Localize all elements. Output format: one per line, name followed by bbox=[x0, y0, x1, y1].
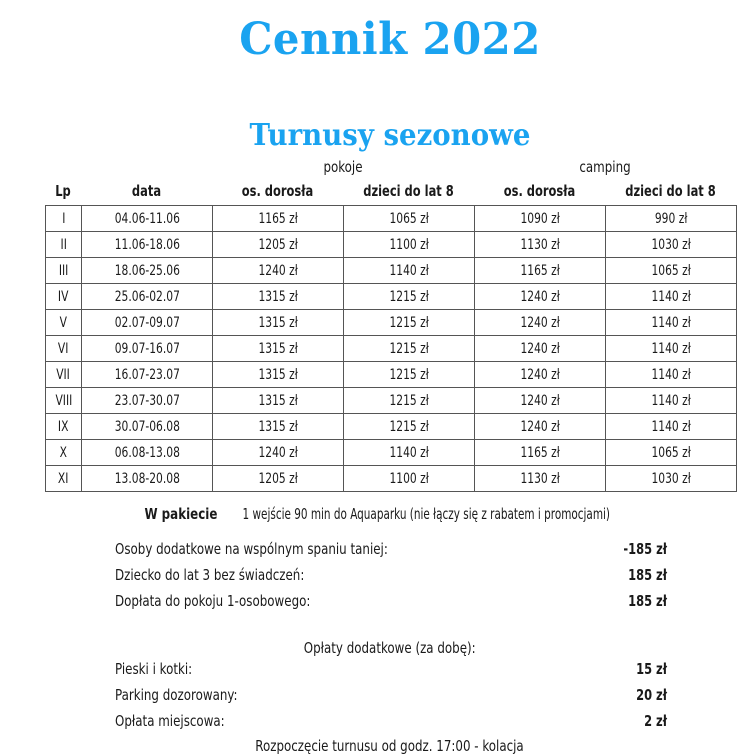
extra-amount: 185 zł bbox=[599, 566, 667, 584]
table-cell: 1165 zł bbox=[213, 206, 344, 232]
table-cell: 1140 zł bbox=[606, 284, 737, 310]
table-cell: 1100 zł bbox=[344, 232, 475, 258]
table-cell: X bbox=[46, 440, 82, 466]
table-cell: 1100 zł bbox=[344, 466, 475, 492]
table-cell: I bbox=[46, 206, 82, 232]
fee-amount: 2 zł bbox=[599, 712, 667, 730]
table-cell: 1240 zł bbox=[475, 362, 606, 388]
table-row bbox=[46, 206, 737, 232]
table-cell: 1240 zł bbox=[475, 284, 606, 310]
table-row bbox=[46, 336, 737, 362]
table-cell: 30.07-06.08 bbox=[82, 414, 213, 440]
col-header-lp: Lp bbox=[48, 182, 79, 200]
table-cell: 1315 zł bbox=[213, 336, 344, 362]
table-cell: 1165 zł bbox=[475, 440, 606, 466]
table-cell: IX bbox=[46, 414, 82, 440]
table-cell: 1090 zł bbox=[475, 206, 606, 232]
table-cell: 11.06-18.06 bbox=[82, 232, 213, 258]
extra-label: Dziecko do lat 3 bez świadczeń: bbox=[115, 566, 330, 584]
table-cell: 1215 zł bbox=[344, 388, 475, 414]
fee-amount: 20 zł bbox=[599, 686, 667, 704]
table-cell: 990 zł bbox=[606, 206, 737, 232]
table-cell: 1140 zł bbox=[606, 336, 737, 362]
table-cell: 1240 zł bbox=[475, 414, 606, 440]
table-cell: 18.06-25.06 bbox=[82, 258, 213, 284]
col-header-date: data bbox=[91, 182, 202, 200]
table-cell: 06.08-13.08 bbox=[82, 440, 213, 466]
table-cell: II bbox=[46, 232, 82, 258]
fee-label: Opłata miejscowa: bbox=[115, 712, 240, 730]
table-cell: 1315 zł bbox=[213, 414, 344, 440]
table-cell: 04.06-11.06 bbox=[82, 206, 213, 232]
table-row bbox=[46, 466, 737, 492]
col-header-camping-child: dzieci do lat 8 bbox=[615, 182, 726, 200]
table-cell: 1240 zł bbox=[213, 258, 344, 284]
table-cell: VI bbox=[46, 336, 82, 362]
page-title: Cennik 2022 bbox=[20, 14, 748, 65]
col-header-camping-adult: os. dorosła bbox=[484, 182, 595, 200]
table-cell: 1215 zł bbox=[344, 310, 475, 336]
col-header-rooms-child: dzieci do lat 8 bbox=[353, 182, 464, 200]
package-label: W pakiecie bbox=[145, 505, 218, 523]
extra-label: Dopłata do pokoju 1-osobowego: bbox=[115, 592, 337, 610]
table-cell: 09.07-16.07 bbox=[82, 336, 213, 362]
table-cell: 1140 zł bbox=[606, 310, 737, 336]
table-cell: 1030 zł bbox=[606, 232, 737, 258]
table-cell: 1215 zł bbox=[344, 362, 475, 388]
package-note bbox=[0, 505, 748, 523]
table-cell: 1205 zł bbox=[213, 466, 344, 492]
group-header-rooms: pokoje bbox=[228, 158, 459, 176]
table-cell: 02.07-09.07 bbox=[82, 310, 213, 336]
table-cell: 1240 zł bbox=[475, 336, 606, 362]
table-cell: 1215 zł bbox=[344, 284, 475, 310]
col-header-rooms-adult: os. dorosła bbox=[222, 182, 333, 200]
table-row bbox=[46, 440, 737, 466]
table-cell: 1065 zł bbox=[606, 440, 737, 466]
section-title: Turnusy sezonowe bbox=[31, 118, 748, 153]
table-cell: 1315 zł bbox=[213, 310, 344, 336]
table-row bbox=[46, 388, 737, 414]
daily-fees-title: Opłaty dodatkowe (za dobę): bbox=[0, 639, 748, 657]
table-cell: VIII bbox=[46, 388, 82, 414]
table-cell: V bbox=[46, 310, 82, 336]
extra-amount: -185 zł bbox=[599, 540, 667, 558]
table-cell: 16.07-23.07 bbox=[82, 362, 213, 388]
table-cell: 1205 zł bbox=[213, 232, 344, 258]
extra-amount: 185 zł bbox=[599, 592, 667, 610]
table-cell: 1315 zł bbox=[213, 284, 344, 310]
table-cell: 1140 zł bbox=[344, 258, 475, 284]
table-cell: 1065 zł bbox=[344, 206, 475, 232]
table-cell: 1065 zł bbox=[606, 258, 737, 284]
table-cell: 1240 zł bbox=[213, 440, 344, 466]
table-cell: 1130 zł bbox=[475, 232, 606, 258]
price-table bbox=[45, 205, 737, 492]
table-cell: 25.06-02.07 bbox=[82, 284, 213, 310]
fee-label: Pieski i kotki: bbox=[115, 660, 203, 678]
fee-amount: 15 zł bbox=[599, 660, 667, 678]
table-cell: 1215 zł bbox=[344, 336, 475, 362]
table-row bbox=[46, 258, 737, 284]
table-cell: 1240 zł bbox=[475, 310, 606, 336]
table-cell: 1315 zł bbox=[213, 388, 344, 414]
table-cell: 1165 zł bbox=[475, 258, 606, 284]
table-cell: 1140 zł bbox=[344, 440, 475, 466]
table-cell: 1140 zł bbox=[606, 388, 737, 414]
table-cell: XI bbox=[46, 466, 82, 492]
table-row bbox=[46, 414, 737, 440]
table-cell: 1215 zł bbox=[344, 414, 475, 440]
table-cell: 13.08-20.08 bbox=[82, 466, 213, 492]
fee-label: Parking dozorowany: bbox=[115, 686, 254, 704]
table-cell: 1240 zł bbox=[475, 388, 606, 414]
table-cell: 1030 zł bbox=[606, 466, 737, 492]
table-cell: VII bbox=[46, 362, 82, 388]
table-cell: 1140 zł bbox=[606, 414, 737, 440]
extra-label: Osoby dodatkowe na wspólnym spaniu taniej: bbox=[115, 540, 425, 558]
table-cell: IV bbox=[46, 284, 82, 310]
table-cell: 1140 zł bbox=[606, 362, 737, 388]
table-row bbox=[46, 232, 737, 258]
table-row bbox=[46, 310, 737, 336]
footer-note: Rozpoczęcie turnusu od godz. 17:00 - kolacja bbox=[0, 737, 748, 755]
table-cell: 23.07-30.07 bbox=[82, 388, 213, 414]
table-cell: 1315 zł bbox=[213, 362, 344, 388]
table-row bbox=[46, 284, 737, 310]
table-row bbox=[46, 362, 737, 388]
package-text: 1 wejście 90 min do Aquaparku (nie łączy się z rabatem i promocjami) bbox=[243, 505, 610, 523]
group-header-camping: camping bbox=[490, 158, 721, 176]
table-cell: III bbox=[46, 258, 82, 284]
table-cell: 1130 zł bbox=[475, 466, 606, 492]
